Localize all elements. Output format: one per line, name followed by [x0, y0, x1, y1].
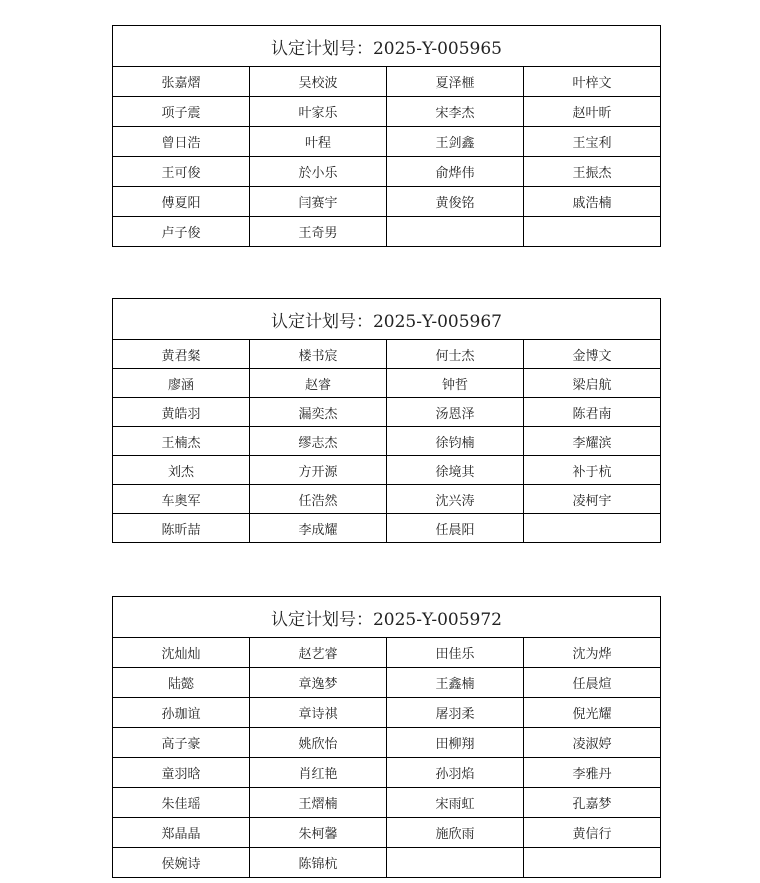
- table-row: [113, 698, 661, 728]
- table-row: [113, 187, 661, 217]
- plan-title-row: [113, 26, 661, 67]
- name-cell: 王剑鑫: [387, 127, 524, 157]
- name-cell: 陈昕喆: [113, 514, 250, 543]
- name-cell: 王振杰: [524, 157, 661, 187]
- table-row: [113, 217, 661, 247]
- name-cell: 金博文: [524, 340, 661, 369]
- plan-table-3: [112, 596, 661, 878]
- name-cell: 章诗祺: [250, 698, 387, 728]
- name-cell: 田柳翔: [387, 728, 524, 758]
- empty-cell: [524, 217, 661, 247]
- table-row: [113, 848, 661, 878]
- name-cell: 李雅丹: [524, 758, 661, 788]
- name-cell: 侯婉诗: [113, 848, 250, 878]
- name-cell: 凌柯宇: [524, 485, 661, 514]
- name-cell: 黄君粲: [113, 340, 250, 369]
- name-cell: 黄信行: [524, 818, 661, 848]
- name-cell: 姚欣怡: [250, 728, 387, 758]
- table-row: [113, 369, 661, 398]
- name-cell: 楼书宸: [250, 340, 387, 369]
- name-cell: 宋雨虹: [387, 788, 524, 818]
- name-cell: 张嘉熠: [113, 67, 250, 97]
- name-cell: 任晨煊: [524, 668, 661, 698]
- name-cell: 王楠杰: [113, 427, 250, 456]
- table-row: [113, 728, 661, 758]
- name-cell: 王宝利: [524, 127, 661, 157]
- name-cell: 孔嘉梦: [524, 788, 661, 818]
- name-cell: 赵睿: [250, 369, 387, 398]
- empty-cell: [524, 848, 661, 878]
- table-row: [113, 398, 661, 427]
- plan-title-row: [113, 299, 661, 340]
- table-row: [113, 485, 661, 514]
- table-row: [113, 668, 661, 698]
- name-cell: 何士杰: [387, 340, 524, 369]
- name-cell: 补于杭: [524, 456, 661, 485]
- name-cell: 曾日浩: [113, 127, 250, 157]
- name-cell: 徐钧楠: [387, 427, 524, 456]
- name-cell: 陆懿: [113, 668, 250, 698]
- name-cell: 叶程: [250, 127, 387, 157]
- name-cell: 傅夏阳: [113, 187, 250, 217]
- name-cell: 屠羽柔: [387, 698, 524, 728]
- plan-title-row: [113, 597, 661, 638]
- name-cell: 闫赛宇: [250, 187, 387, 217]
- name-cell: 黄俊铭: [387, 187, 524, 217]
- table-row: [113, 788, 661, 818]
- table-row: [113, 67, 661, 97]
- plan-table-2: [112, 298, 661, 543]
- name-cell: 朱柯馨: [250, 818, 387, 848]
- name-cell: 王熠楠: [250, 788, 387, 818]
- name-cell: 孙羽焰: [387, 758, 524, 788]
- table-row: [113, 427, 661, 456]
- name-cell: 肖红艳: [250, 758, 387, 788]
- table-row: [113, 456, 661, 485]
- name-cell: 夏泽榧: [387, 67, 524, 97]
- name-cell: 沈兴涛: [387, 485, 524, 514]
- name-cell: 王奇男: [250, 217, 387, 247]
- plan-title: 认定计划号：2025-Y-005967: [113, 299, 661, 340]
- name-cell: 沈灿灿: [113, 638, 250, 668]
- name-cell: 王可俊: [113, 157, 250, 187]
- name-cell: 孙珈谊: [113, 698, 250, 728]
- name-cell: 赵艺睿: [250, 638, 387, 668]
- name-cell: 漏奕杰: [250, 398, 387, 427]
- table-row: [113, 818, 661, 848]
- empty-cell: [387, 848, 524, 878]
- name-cell: 廖涵: [113, 369, 250, 398]
- name-cell: 施欣雨: [387, 818, 524, 848]
- empty-cell: [524, 514, 661, 543]
- name-cell: 郑晶晶: [113, 818, 250, 848]
- plan-title: 认定计划号：2025-Y-005965: [113, 26, 661, 67]
- name-cell: 陈君南: [524, 398, 661, 427]
- name-cell: 钟哲: [387, 369, 524, 398]
- name-cell: 缪志杰: [250, 427, 387, 456]
- name-cell: 吴校波: [250, 67, 387, 97]
- name-cell: 李耀滨: [524, 427, 661, 456]
- table-row: [113, 157, 661, 187]
- name-cell: 赵叶昕: [524, 97, 661, 127]
- name-cell: 梁启航: [524, 369, 661, 398]
- table-row: [113, 97, 661, 127]
- table-row: [113, 758, 661, 788]
- name-cell: 高子豪: [113, 728, 250, 758]
- name-cell: 章逸梦: [250, 668, 387, 698]
- name-cell: 凌淑婷: [524, 728, 661, 758]
- name-cell: 刘杰: [113, 456, 250, 485]
- name-cell: 汤恩泽: [387, 398, 524, 427]
- plan-title: 认定计划号：2025-Y-005972: [113, 597, 661, 638]
- name-cell: 任浩然: [250, 485, 387, 514]
- name-cell: 戚浩楠: [524, 187, 661, 217]
- name-cell: 叶梓文: [524, 67, 661, 97]
- name-cell: 沈为烨: [524, 638, 661, 668]
- name-cell: 田佳乐: [387, 638, 524, 668]
- table-row: [113, 127, 661, 157]
- name-cell: 车奥军: [113, 485, 250, 514]
- name-cell: 陈锦杭: [250, 848, 387, 878]
- name-cell: 俞烨伟: [387, 157, 524, 187]
- plan-table-1: [112, 25, 661, 247]
- name-cell: 宋李杰: [387, 97, 524, 127]
- name-cell: 黄皓羽: [113, 398, 250, 427]
- name-cell: 方开源: [250, 456, 387, 485]
- name-cell: 童羽晗: [113, 758, 250, 788]
- name-cell: 朱佳瑶: [113, 788, 250, 818]
- name-cell: 李成耀: [250, 514, 387, 543]
- name-cell: 王鑫楠: [387, 668, 524, 698]
- name-cell: 徐境其: [387, 456, 524, 485]
- name-cell: 项子震: [113, 97, 250, 127]
- table-row: [113, 514, 661, 543]
- table-row: [113, 340, 661, 369]
- empty-cell: [387, 217, 524, 247]
- name-cell: 叶家乐: [250, 97, 387, 127]
- name-cell: 任晨阳: [387, 514, 524, 543]
- table-row: [113, 638, 661, 668]
- name-cell: 於小乐: [250, 157, 387, 187]
- name-cell: 卢子俊: [113, 217, 250, 247]
- name-cell: 倪光耀: [524, 698, 661, 728]
